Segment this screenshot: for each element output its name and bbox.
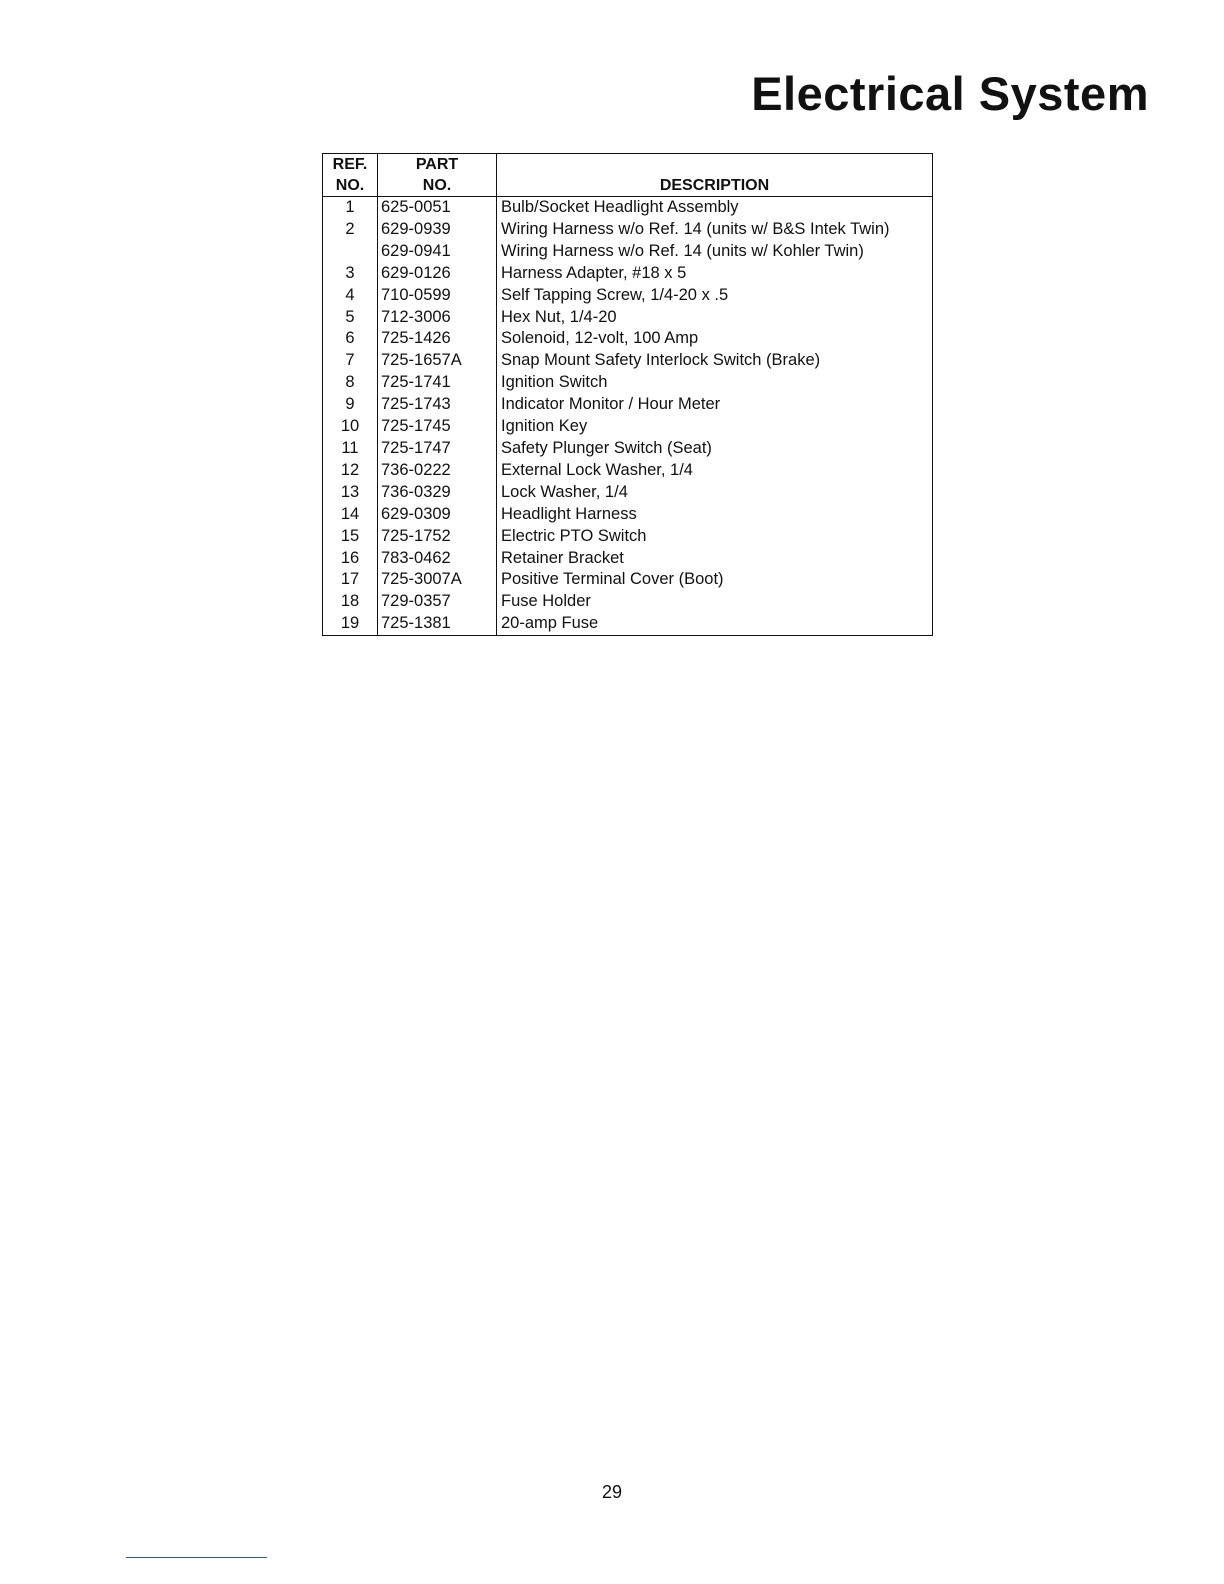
table-row [323, 482, 933, 504]
ref-cell: 19 [323, 613, 378, 635]
table-row [323, 197, 933, 219]
part-number-cell: 629-0941 [378, 241, 497, 263]
header-part-line2: NO. [422, 177, 452, 194]
parts-table-body [323, 197, 933, 636]
part-number-cell: 725-1743 [378, 394, 497, 416]
description-cell: Positive Terminal Cover (Boot) [497, 569, 933, 591]
description-cell: Indicator Monitor / Hour Meter [497, 394, 933, 416]
table-row [323, 263, 933, 285]
part-number-cell: 625-0051 [378, 197, 497, 219]
part-number-cell: 725-1426 [378, 328, 497, 350]
table-row [323, 438, 933, 460]
ref-cell: 8 [323, 372, 378, 394]
part-number-cell: 725-1745 [378, 416, 497, 438]
ref-cell: 13 [323, 482, 378, 504]
ref-cell: 2 [323, 219, 378, 241]
table-row [323, 328, 933, 350]
description-cell: Solenoid, 12-volt, 100 Amp [497, 328, 933, 350]
ref-cell: 3 [323, 263, 378, 285]
table-row [323, 416, 933, 438]
part-number-cell: 725-1381 [378, 613, 497, 635]
table-row [323, 548, 933, 570]
description-cell: 20-amp Fuse [497, 613, 933, 635]
table-row [323, 372, 933, 394]
description-cell: Fuse Holder [497, 591, 933, 613]
part-number-cell: 736-0329 [378, 482, 497, 504]
header-ref-line2: NO. [335, 177, 365, 194]
part-number-cell: 783-0462 [378, 548, 497, 570]
part-number-cell: 629-0309 [378, 504, 497, 526]
part-number-cell: 725-1741 [378, 372, 497, 394]
table-row [323, 591, 933, 613]
footer-rule [126, 1557, 267, 1558]
table-row [323, 613, 933, 635]
description-cell: Lock Washer, 1/4 [497, 482, 933, 504]
ref-cell: 7 [323, 350, 378, 372]
ref-cell: 1 [323, 197, 378, 219]
ref-cell: 12 [323, 460, 378, 482]
page-title: Electrical System [751, 67, 1149, 120]
ref-cell: 15 [323, 526, 378, 548]
part-number-cell: 725-3007A [378, 569, 497, 591]
part-number-cell: 725-1657A [378, 350, 497, 372]
part-number-cell: 710-0599 [378, 285, 497, 307]
header-ref-line1: REF. [332, 156, 368, 173]
ref-cell: 9 [323, 394, 378, 416]
ref-cell: 18 [323, 591, 378, 613]
table-row [323, 394, 933, 416]
table-row [323, 307, 933, 329]
description-cell: Hex Nut, 1/4-20 [497, 307, 933, 329]
description-cell: Headlight Harness [497, 504, 933, 526]
part-number-cell: 725-1747 [378, 438, 497, 460]
header-part-line1: PART [415, 156, 459, 173]
part-number-cell: 629-0939 [378, 219, 497, 241]
part-number-cell: 629-0126 [378, 263, 497, 285]
description-cell: Self Tapping Screw, 1/4-20 x .5 [497, 285, 933, 307]
description-cell: Retainer Bracket [497, 548, 933, 570]
table-row [323, 241, 933, 263]
table-row [323, 460, 933, 482]
page-number: 29 [601, 1482, 623, 1502]
ref-cell: 5 [323, 307, 378, 329]
description-cell: Electric PTO Switch [497, 526, 933, 548]
description-cell: Safety Plunger Switch (Seat) [497, 438, 933, 460]
part-number-cell: 712-3006 [378, 307, 497, 329]
ref-cell: 17 [323, 569, 378, 591]
part-number-cell: 736-0222 [378, 460, 497, 482]
description-cell: Wiring Harness w/o Ref. 14 (units w/ Kohler Twin) [497, 241, 933, 263]
header-ref-no [323, 154, 378, 197]
ref-cell: 14 [323, 504, 378, 526]
description-cell: Bulb/Socket Headlight Assembly [497, 197, 933, 219]
table-row [323, 504, 933, 526]
header-description: DESCRIPTION [497, 154, 933, 197]
table-row [323, 569, 933, 591]
ref-cell: 6 [323, 328, 378, 350]
description-cell: Ignition Switch [497, 372, 933, 394]
table-row [323, 285, 933, 307]
description-cell: External Lock Washer, 1/4 [497, 460, 933, 482]
description-cell: Ignition Key [497, 416, 933, 438]
part-number-cell: 725-1752 [378, 526, 497, 548]
ref-cell: 4 [323, 285, 378, 307]
description-cell: Snap Mount Safety Interlock Switch (Brake) [497, 350, 933, 372]
table-row [323, 219, 933, 241]
part-number-cell: 729-0357 [378, 591, 497, 613]
table-row [323, 526, 933, 548]
description-cell: Harness Adapter, #18 x 5 [497, 263, 933, 285]
parts-table [322, 153, 933, 636]
description-cell: Wiring Harness w/o Ref. 14 (units w/ B&S Intek Twin) [497, 219, 933, 241]
ref-cell [323, 241, 378, 263]
table-row [323, 350, 933, 372]
ref-cell: 11 [323, 438, 378, 460]
ref-cell: 10 [323, 416, 378, 438]
ref-cell: 16 [323, 548, 378, 570]
table-header-row [323, 154, 933, 197]
header-part-no [378, 154, 497, 197]
